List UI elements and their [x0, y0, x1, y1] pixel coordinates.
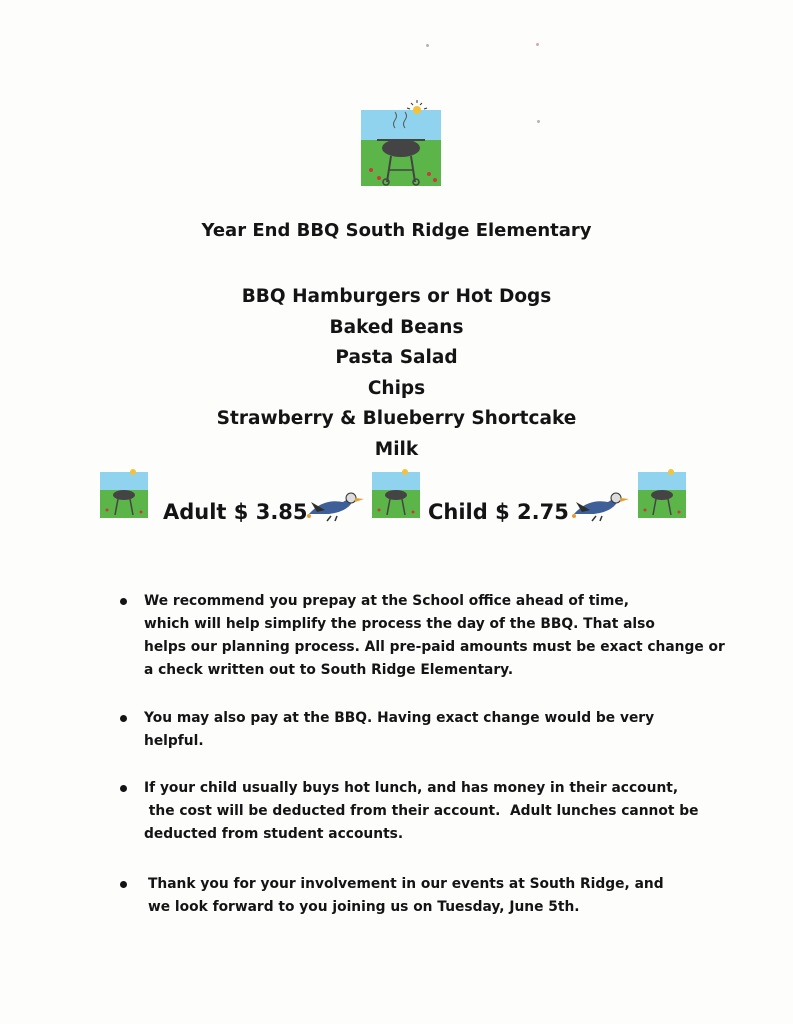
menu-item: Milk	[374, 438, 419, 460]
bullet-dot-icon	[120, 598, 127, 605]
paper-speck	[536, 43, 539, 46]
bullet-line: we look forward to you joining us on Tuesday, June 5th.	[148, 899, 580, 915]
bullet-line: We recommend you prepay at the School office ahead of time,	[144, 593, 629, 609]
bullet-line: Thank you for your involvement in our events at South Ridge, and	[148, 876, 664, 892]
grill-icon	[99, 466, 149, 520]
bullet-line: helps our planning process. All pre-paid amounts must be exact change or	[144, 639, 725, 655]
menu-list	[0, 282, 793, 465]
grill-icon	[371, 466, 421, 520]
bullet-line: If your child usually buys hot lunch, and has money in their account,	[144, 780, 679, 796]
menu-item: Baked Beans	[329, 316, 464, 338]
bird-icon	[303, 488, 367, 522]
menu-item: Strawberry & Blueberry Shortcake	[216, 408, 577, 429]
child-price: Child $ 2.75	[428, 500, 569, 524]
bullet-line: helpful.	[144, 733, 204, 749]
paper-speck	[426, 44, 429, 47]
grill-icon	[359, 98, 444, 188]
menu-item: Chips	[367, 377, 426, 399]
adult-price: Adult $ 3.85	[163, 500, 308, 524]
bullet-line: You may also pay at the BBQ. Having exact change would be very	[144, 710, 655, 726]
paper-speck	[537, 120, 540, 123]
grill-icon	[637, 466, 687, 520]
bullet-line: a check written out to South Ridge Elementary.	[144, 662, 514, 678]
flyer-title: Year End BBQ South Ridge Elementary	[201, 220, 592, 241]
bullet-line: deducted from student accounts.	[144, 826, 404, 842]
menu-item: Pasta Salad	[335, 347, 458, 368]
bullet-line: the cost will be deducted from their account. Adult lunches cannot be	[144, 803, 699, 819]
bird-icon	[568, 488, 632, 522]
bullet-dot-icon	[120, 785, 127, 792]
bullet-line: which will help simplify the process the day of the BBQ. That also	[144, 616, 655, 632]
bullet-dot-icon	[120, 715, 127, 722]
bullet-dot-icon	[120, 881, 127, 888]
menu-item: BBQ Hamburgers or Hot Dogs	[241, 286, 552, 307]
